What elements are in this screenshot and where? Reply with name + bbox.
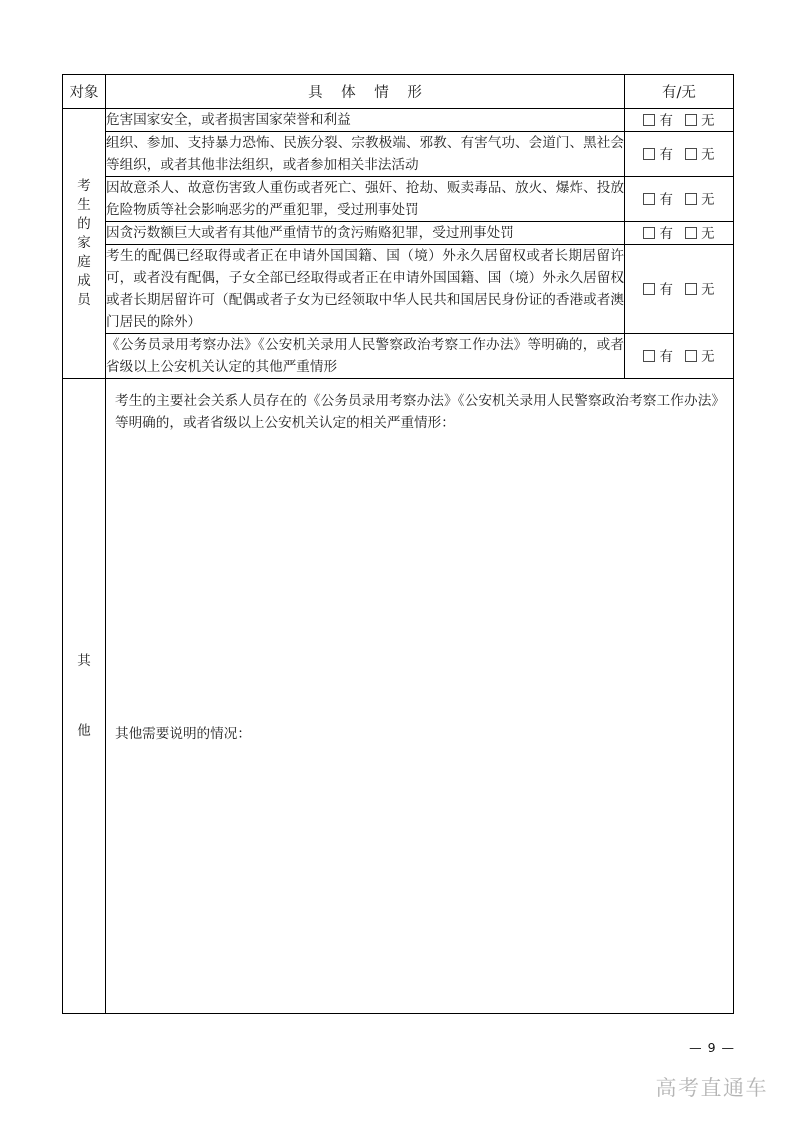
vertical-label-char: 其 xyxy=(77,653,91,669)
checkbox-no-label: 无 xyxy=(701,114,715,130)
checkbox-yes-label: 有 xyxy=(659,148,673,164)
checkbox-no-label: 无 xyxy=(701,350,715,366)
other-main-text: 考生的主要社会关系人员存在的《公务员录用考察办法》《公安机关录用人民警察政治考察工作办法》等明确的，或者省级以上公安机关认定的相关严重情形： xyxy=(115,393,725,432)
yesno-cell xyxy=(625,222,734,245)
vertical-label-char: 生 xyxy=(77,196,91,213)
checkbox-square-icon[interactable] xyxy=(643,283,655,295)
yesno-cell xyxy=(625,109,734,132)
header-detail: 具 体 情 形 xyxy=(106,75,625,109)
vertical-label-char: 员 xyxy=(77,292,91,309)
checkbox-no-label: 无 xyxy=(701,193,715,209)
checkbox-yes-label: 有 xyxy=(659,283,673,299)
checkbox-square-icon[interactable] xyxy=(643,148,655,160)
table-row xyxy=(63,222,734,245)
vertical-label-char: 他 xyxy=(77,723,91,740)
checkbox-yes-label: 有 xyxy=(659,193,673,209)
checkbox-no[interactable] xyxy=(685,144,714,163)
checkbox-yes[interactable] xyxy=(643,279,672,298)
checkbox-no[interactable] xyxy=(685,346,714,365)
yesno-cell xyxy=(625,177,734,222)
checkbox-no[interactable] xyxy=(685,279,714,298)
checkbox-no-label: 无 xyxy=(701,283,715,299)
checkbox-square-icon[interactable] xyxy=(643,350,655,362)
subject-label-family-members xyxy=(63,109,106,379)
vertical-label-char: 庭 xyxy=(77,254,91,271)
political-review-form-table xyxy=(62,74,734,1014)
checkbox-square-icon[interactable] xyxy=(685,148,697,160)
checkbox-square-icon[interactable] xyxy=(685,193,697,205)
vertical-label-stack xyxy=(63,177,105,311)
vertical-label-char: 的 xyxy=(77,215,91,232)
table-row xyxy=(63,245,734,334)
checkbox-yes[interactable] xyxy=(643,144,672,163)
table-row xyxy=(63,177,734,222)
checkbox-square-icon[interactable] xyxy=(643,193,655,205)
checkbox-yes[interactable] xyxy=(643,110,672,129)
table-header-row xyxy=(63,75,734,109)
header-subject: 对象 xyxy=(63,75,106,109)
checkbox-square-icon[interactable] xyxy=(685,283,697,295)
table-row xyxy=(63,334,734,379)
page-number: — 9 — xyxy=(689,1040,735,1055)
detail-text: 因贪污数额巨大或者有其他严重情节的贪污贿赂犯罪，受过刑事处罚 xyxy=(106,222,625,245)
other-sub-text: 其他需要说明的情况： xyxy=(115,726,251,743)
checkbox-yes[interactable] xyxy=(643,346,672,365)
checkbox-yes[interactable] xyxy=(643,223,672,242)
table-row xyxy=(63,132,734,177)
detail-text: 《公务员录用考察办法》《公安机关录用人民警察政治考察工作办法》等明确的，或者省级以上公安机关认定的其他严重情形 xyxy=(106,334,625,379)
table-row xyxy=(63,109,734,132)
checkbox-square-icon[interactable] xyxy=(685,227,697,239)
checkbox-no[interactable] xyxy=(685,223,714,242)
other-notes-area[interactable] xyxy=(106,379,734,1014)
checkbox-square-icon[interactable] xyxy=(643,114,655,126)
vertical-label-stack xyxy=(63,626,105,766)
checkbox-no[interactable] xyxy=(685,189,714,208)
checkbox-no[interactable] xyxy=(685,110,714,129)
checkbox-yes[interactable] xyxy=(643,189,672,208)
checkbox-square-icon[interactable] xyxy=(643,227,655,239)
checkbox-square-icon[interactable] xyxy=(685,114,697,126)
header-yesno: 有/无 xyxy=(625,75,734,109)
subject-label-other xyxy=(63,379,106,1014)
detail-text: 考生的配偶已经取得或者正在申请外国国籍、国（境）外永久居留权或者长期居留许可，或者没有配偶，子女全部已经取得或者正在申请外国国籍、国（境）外永久居留权或者长期居留许可（配偶或者子女为已经领取中华人民共和国居民身份证的香港或者澳门居民的除外） xyxy=(106,245,625,334)
checkbox-yes-label: 有 xyxy=(659,114,673,130)
table-row-other xyxy=(63,379,734,1014)
checkbox-yes-label: 有 xyxy=(659,227,673,243)
checkbox-yes-label: 有 xyxy=(659,350,673,366)
watermark: 高考直通车 xyxy=(655,1076,768,1100)
checkbox-no-label: 无 xyxy=(701,227,715,243)
yesno-cell xyxy=(625,245,734,334)
checkbox-no-label: 无 xyxy=(701,148,715,164)
vertical-label-char: 家 xyxy=(77,235,91,252)
yesno-cell xyxy=(625,132,734,177)
detail-text: 因故意杀人、故意伤害致人重伤或者死亡、强奸、抢劫、贩卖毒品、放火、爆炸、投放危险物质等社会影响恶劣的严重犯罪，受过刑事处罚 xyxy=(106,177,625,222)
detail-text: 危害国家安全，或者损害国家荣誉和利益 xyxy=(106,109,625,132)
checkbox-square-icon[interactable] xyxy=(685,350,697,362)
vertical-label-char: 考 xyxy=(77,177,91,194)
detail-text: 组织、参加、支持暴力恐怖、民族分裂、宗教极端、邪教、有害气功、会道门、黑社会等组织，或者其他非法组织，或者参加相关非法活动 xyxy=(106,132,625,177)
vertical-label-char: 成 xyxy=(77,273,91,290)
yesno-cell xyxy=(625,334,734,379)
